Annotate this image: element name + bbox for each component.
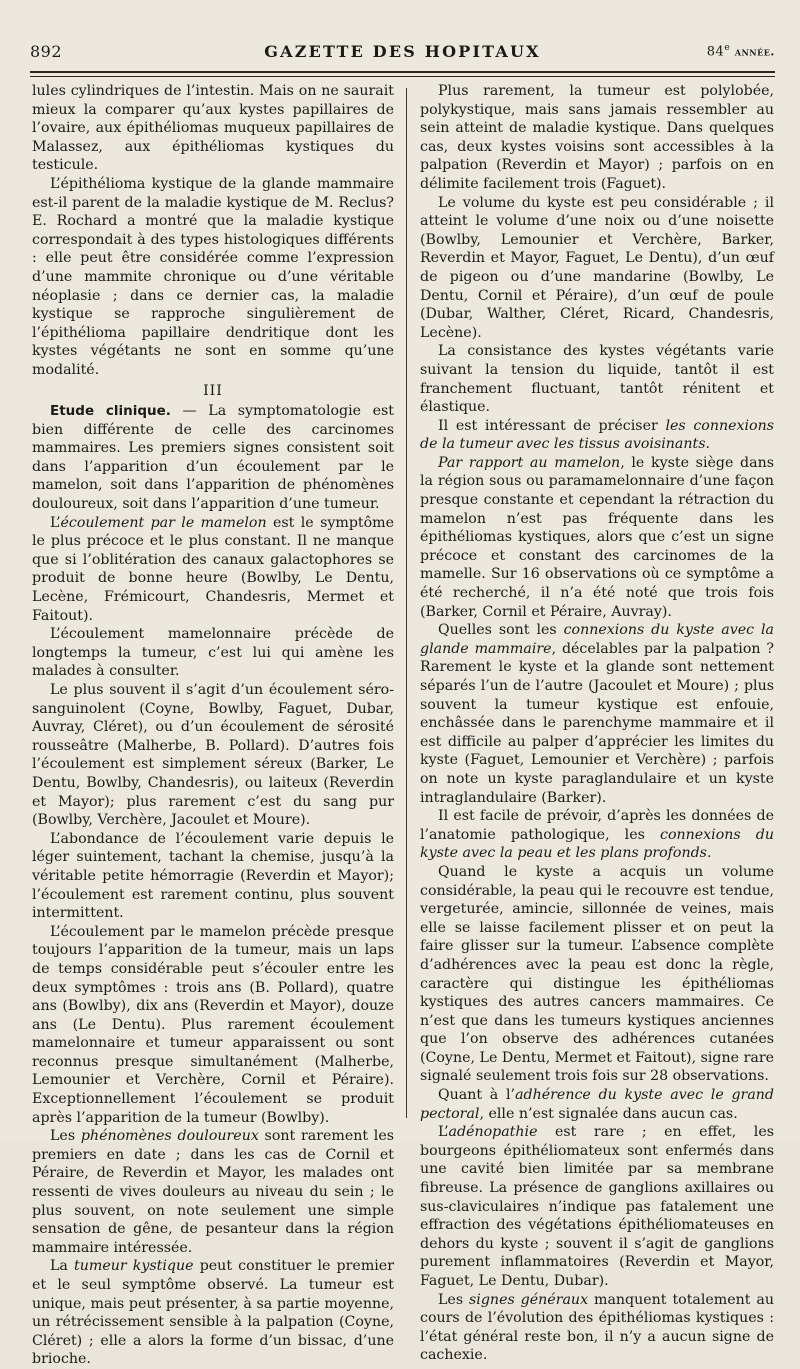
paragraph: La tumeur kystique peut constituer le premier et le seul symptôme observé. La tumeur est unique, mais peut présenter, à sa partie moyenne, un rétrécissement sensible à la palpation (Coyne, Cléret) ; elle a alors la forme d’un bissac, d’une brioche. xyxy=(32,1258,394,1368)
paragraph: L’abondance de l’écoulement varie depuis le léger suintement, tachant la chemise, jusqu’à la véritable petite hémorragie (Reverdin et Mayor); l’écoulement est rarement continu, plus souvent intermittent. xyxy=(32,830,394,922)
paragraph: L’écoulement par le mamelon précède presque toujours l’apparition de la tumeur, mais un laps de temps considérable peut s’écouler entre les deux symptômes : trois ans (B. Pollard), quatre ans (Bowlby), dix ans (Reverdin et Mayor), douze ans (Le Dentu). Plus rarement écoulement mamelonnaire et tumeur apparaissent ou sont reconnus presque simultanément (Malherbe, Lemounier et Verchère, Cornil et Péraire). Exceptionnellement l’écoulement se produit après l’apparition de la tumeur (Bowlby). xyxy=(32,923,394,1126)
paragraph: Les signes généraux manquent totalement au cours de l’évolution des épithéliomas kystiques : l’état général reste bon, il n’y a aucun signe de cachexie. xyxy=(420,1291,774,1364)
header-rule-thin xyxy=(30,76,775,77)
header-rule-thick xyxy=(30,71,775,73)
year-superscript: e xyxy=(724,43,731,53)
paragraph: La consistance des kystes végétants varie suivant la tension du liquide, tantôt il est franchement fluctuant, tantôt rénitent et élastique. xyxy=(420,343,774,416)
paragraph: Le volume du kyste est peu considérable ; il atteint le volume d’une noix ou d’une noisette (Bowlby, Lemounier et Verchère, Barker, Reverdin et Mayor, Faguet, Le Dentu), d’un œuf de pigeon ou d’une mandarine (Bowlby, Le Dentu, Cornil et Péraire), d’un œuf de poule (Dubar, Walther, Cléret, Ricard, Chandesris, Lecène). xyxy=(420,194,774,341)
paragraph: Plus rarement, la tumeur est polylobée, polykystique, mais sans jamais ressembler au sein atteint de maladie kystique. Dans quelques cas, deux kystes voisins sont accessibles à la palpation (Reverdin et Mayor) ; parfois on en délimite facilement trois (Faguet). xyxy=(420,83,774,192)
year-label xyxy=(707,43,775,59)
right-column xyxy=(420,82,774,1365)
left-column xyxy=(32,82,394,1369)
paragraph: Quand le kyste a acquis un volume considérable, la peau qui le recouvre est tendue, vergeturée, amincie, sillonnée de veines, mais elle se laisse facilement plisser et on peut la faire glisser sur la tumeur. L’absence complète d’adhérences avec la peau est donc la règle, caractère qui distingue les épithéliomas kystiques des autres cancers mammaires. Ce n’est que dans les tumeurs kystiques anciennes que l’on observe des adhérences cutanées (Coyne, Le Dentu, Mermet et Faitout), signe rare signalé seulement trois fois sur 28 observations. xyxy=(420,863,774,1085)
paragraph: Le plus souvent il s’agit d’un écoulement séro-sanguinolent (Coyne, Bowlby, Faguet, Dubar, Auvray, Cléret), ou d’un écoulement de sérosité rousseâtre (Malherbe, B. Pollard). D’autres fois l’écoulement est simplement séreux (Barker, Le Dentu, Bowlby, Chandesris), ou laiteux (Reverdin et Mayor); plus rarement c’est du sang pur (Bowlby, Verchère, Jacoulet et Moure). xyxy=(32,682,394,829)
paragraph: Il est facile de prévoir, d’après les données de l’anatomie pathologique, les connexions du kyste avec la peau et les plans profonds. xyxy=(420,808,774,862)
paragraph: L’adénopathie est rare ; en effet, les bourgeons épithéliomateux sont enfermés dans une cavité bien limitée par sa membrane fibreuse. La présence de ganglions axillaires ou sus-claviculaires n’indique pas fatalement une effraction des végétations épithéliomateuses en dehors du kyste ; souvent il s’agit de ganglions purement inflammatoires (Reverdin et Mayor, Faguet, Le Dentu, Dubar). xyxy=(420,1124,774,1289)
year-word: année. xyxy=(734,44,775,59)
paragraph: L’écoulement par le mamelon est le symptôme le plus précoce et le plus constant. Il ne manque que si l’oblitération des canaux galactophores se produit de bonne heure (Bowlby, Le Dentu, Lecène, Frémicourt, Chandesris, Mermet et Faitout). xyxy=(32,514,395,624)
paragraph: Les phénomènes douloureux sont rarement les premiers en date ; dans les cas de Cornil et Péraire, de Reverdin et Mayor, les malades ont ressenti de vives douleurs au niveau du sein ; le plus souvent, on note seulement une simple sensation de gêne, de pesanteur dans la région mammaire intéressée. xyxy=(32,1128,395,1256)
paragraph: lules cylindriques de l’intestin. Mais on ne saurait mieux la comparer qu’aux kystes papillaires de l’ovaire, aux épithéliomas muqueux papillaires de Malassez, aux épithéliomas kystiques du testicule. xyxy=(32,83,394,174)
year-number: 84 xyxy=(706,44,725,60)
section-heading: III xyxy=(203,382,223,399)
paragraph: Quelles sont les connexions du kyste avec la glande mammaire, décelables par la palpation ? Rarement le kyste et la glande sont nettement séparés l’un de l’autre (Jacoulet et Moure) ; plus souvent la tumeur kystique est enfouie, enchâssée dans le parenchyme mammaire et il est difficile au palper d’apprécier les limites du kyste (Faguet, Lemounier et Verchère) ; parfois on note un kyste paraglandulaire et un kyste intraglandulaire (Barker). xyxy=(420,622,774,806)
page-number: 892 xyxy=(30,42,63,61)
paragraph: Etude clinique. — La symptomatologie est bien différente de celle des carcinomes mammaires. Les premiers signes consistent soit dans l’apparition d’un écoulement par le mamelon, soit dans l’apparition de phénomènes douloureux, soit dans l’apparition d’une tumeur. xyxy=(32,403,394,513)
paragraph: Par rapport au mamelon, le kyste siège dans la région sous ou paramamelonnaire d’une façon presque constante et cependant la rétraction du mamelon n’est pas fréquente dans les épithéliomas kystiques, alors que c’est un signe précoce et constant des carcinomes de la mamelle. Sur 16 observations où ce symptôme a été recherché, il n’a été noté que trois fois (Barker, Cornil et Péraire, Auvray). xyxy=(420,454,775,620)
paragraph: Il est intéressant de préciser les connexions de la tumeur avec les tissus avoisinants. xyxy=(420,417,774,453)
paragraph: L’écoulement mamelonnaire précède de longtemps la tumeur, c’est lui qui amène les malades à consulter. xyxy=(32,626,394,680)
paragraph: L’épithélioma kystique de la glande mammaire est-il parent de la maladie kystique de M. Reclus? E. Rochard a montré que la maladie kystique correspondait à des types histologiques différents : elle peut être considérée comme l’expression d’une mammite chronique ou d’une véritable néoplasie ; dans ce dernier cas, la maladie kystique se rapproche singulièrement de l’épithélioma papillaire dendritique dont les kystes végétants ne sont en somme qu’une modalité. xyxy=(32,175,394,378)
journal-title: GAZETTE DES HOPITAUX xyxy=(264,42,541,61)
page-header xyxy=(30,40,775,64)
paragraph: Quant à l’adhérence du kyste avec le grand pectoral, elle n’est signalée dans aucun cas. xyxy=(420,1087,775,1122)
column-divider xyxy=(406,88,407,1118)
